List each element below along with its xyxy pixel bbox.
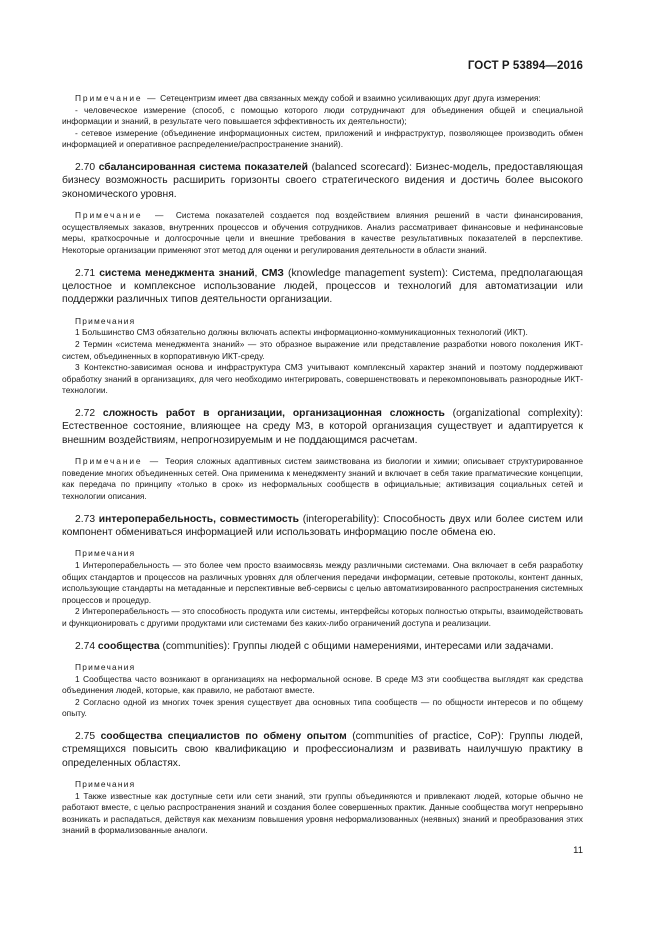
standard-header: ГОСТ Р 53894—2016 [467, 60, 583, 72]
notes-block [62, 662, 583, 720]
note-block: Примечание — Система показателей создается под воздействием влияния решений в части финансирования, осуществляемых заказов, внутренних процессов и обучения сотрудников. Анализ рассматривает финансовые и нефинансовые меры, краткосрочные и долгосрочные цели и внешние требования в качестве результативных показателей в перспективе. Некоторые организации применяют этот метод для оценки и регулирования деятельности в области знаний. [62, 210, 583, 255]
term-title: сообщества [97, 640, 160, 652]
term-definition: (balanced scorecard): Бизнес-модель, предоставляющая бизнесу возможность расширить горизонты своего стратегического видения и достичь более высокого экономического уровня. [62, 161, 583, 200]
note-item: - человеческое измерение (способ, с помощью которого люди сотрудничают для объединения общей и специальной информации и знаний, в результате чего повышается эффективность их деятельности); [62, 104, 583, 127]
notes-heading: Примечания [75, 315, 136, 326]
notes-heading: Примечания [75, 779, 136, 790]
term-2-75 [62, 730, 583, 770]
notes-heading: Примечания [75, 548, 136, 559]
term-number: 2.71 [75, 267, 96, 279]
page-number: 11 [573, 845, 583, 856]
term-number: 2.73 [75, 513, 96, 525]
note-item: 1 Сообщества часто возникают в организациях на неформальной основе. В среде МЗ эти сообщества выглядят как средства объединения людей, которые, как правило, не работают вместе. [62, 673, 583, 696]
term-2-72 [62, 407, 583, 447]
note-item: 1 Большинство СМЗ обязательно должны включать аспекты информационно-коммуникационных технологий (ИКТ). [75, 327, 528, 338]
note-label: Примечание [75, 93, 143, 103]
note-block: Примечание — Теория сложных адаптивных систем заимствована из биологии и химии; описывает структурированное поведение многих объединенных сетей. Она применима к менеджменту знаний и включает в себя такие прагматические концепции, как передача по принципу «только в срок» из неформальных сообществ в официальные; активизация социальных сетей и технологии описания. [62, 456, 583, 501]
term-number: 2.72 [75, 407, 96, 419]
term-2-71: 2.71 система менеджмента знаний, СМЗ (knowledge management system): Система, предполагающая целостное и комплексное использование людей, процессов и технологий для автоматизации или поддержки различных типов деятельности организации. [62, 267, 583, 306]
term-title: сбалансированная система показателей [98, 161, 308, 173]
note-label: Примечание [75, 210, 143, 221]
notes-heading: Примечания [75, 661, 136, 672]
note-block: Примечание — Сетецентризм имеет два связанных между собой и взаимно усиливающих друг друга измерения: - человеческое измерение (способ, с помощью которого люди сотрудничают для объединения общей и специальной информации и знаний, в результате чего повышается эффективность их деятельности); - сетевое измерение (объединение информационных систем, приложений и инфраструктур, позволяющее производить обмен информацией и оперативное распределение/распространение знаний). [62, 93, 583, 150]
term-definition: (communities of practice, CoP): Группы людей, стремящихся повысить свою квалификацию и профессионализм и развивать наилучшую практику в определенных областях. [62, 730, 583, 769]
document-body [62, 93, 583, 837]
notes-block [62, 548, 583, 629]
note-item: 1 Интероперабельность — это более чем просто взаимосвязь между различными системами. Она включает в себя разработку общих стандартов и процессов на различных уровнях для облегчения передачи информации, сетевые протоколы, контент данных, использующие стандарты на метаданные и перспективные веб-сервисы с целью автоматизированного распространения системных процессов и процедур. [62, 559, 583, 605]
term-2-74 [62, 640, 583, 653]
term-title: сложность работ в организации, организационная сложность [102, 407, 445, 419]
notes-block [62, 779, 583, 837]
note-item: 2 Согласно одной из многих точек зрения существует два основных типа сообществ — по общности интересов и по общему опыту. [62, 696, 583, 719]
term-title: система менеджмента знаний [99, 267, 255, 279]
note-item: 2 Термин «система менеджмента знаний» — это образное выражение или представление разработки нового поколения ИКТ-систем, объединенных в корпоративную ИКТ-среду. [62, 338, 583, 361]
note-text: Сетецентризм имеет два связанных между собой и взаимно усиливающих друг друга измерения: [160, 93, 541, 103]
note-item: 2 Интероперабельность — это способность продукта или системы, интерфейсы которых полностью открыты, взаимодействовать и функционировать с другими продуктами или системами без каких-либо ограничений доступа и реализации. [62, 606, 583, 628]
notes-block [62, 316, 583, 397]
term-title: сообщества специалистов по обмену опытом [100, 730, 347, 742]
term-2-70 [62, 161, 583, 201]
term-number: 2.70 [75, 161, 96, 173]
term-2-73 [62, 513, 583, 540]
note-text: Теория сложных адаптивных систем заимствована из биологии и химии; описывает структурированное поведение многих объединенных сетей. Она применима к менеджменту знаний и включает в себя такие прагматические концепции, как передача по принципу «только в срок» из неформальных сообществ в официальные; активизация социальных сетей и технологии описания. [62, 456, 583, 501]
note-item: 3 Контекстно-зависимая основа и инфраструктура СМЗ учитывают комплексный характер знаний и поэтому поддерживают обработку знаний в организациях, для чего необходимо интегрировать, совершенствовать и перекомпоновывать разнородные ИКТ-технологии. [62, 362, 583, 396]
term-definition: (knowledge management system): Система, предполагающая целостное и комплексное использование людей, процессов и технологий для автоматизации или поддержки различных типов деятельности организации. [62, 267, 583, 306]
term-definition: (interoperability): Способность двух или более систем или компонент обмениваться информацией или использовать информацию после обмена ею. [62, 513, 583, 538]
term-definition: (organizational complexity): Естественное состояние, влияющее на среду МЗ, в которой организация существует и адаптируется к внешним воздействиям, непрогнозируемым и не поддающимся расчетам. [62, 407, 583, 446]
note-item: 1 Также известные как доступные сети или сети знаний, эти группы объединяются и привлекают людей, которые обычно не работают вместе, с целью распространения знаний и создания более совершенных практик. Данные сообщества могут непрерывно возникать и распадаться, действуя как механизм повышения уровня неформализованных (неявных) знаний и преобразования этих знаний в формализованные аналоги. [62, 790, 583, 836]
term-number: 2.74 [75, 640, 96, 652]
term-title: интероперабельность, совместимость [98, 513, 299, 525]
term-abbreviation: СМЗ [261, 267, 284, 279]
note-label: Примечание [75, 456, 143, 467]
term-definition: (communities): Группы людей с общими намерениями, интересами или задачами. [162, 640, 554, 652]
note-item: - сетевое измерение (объединение информационных систем, приложений и инфраструктур, позволяющее производить обмен информацией и оперативное распределение/распространение знаний). [62, 127, 583, 150]
note-text: Система показателей создается под воздействием влияния решений в части финансирования, осуществляемых заказов, внутренних процессов и обучения сотрудников. Анализ рассматривает финансовые и нефинансовые меры, краткосрочные и долгосрочные цели и внешние требования в качестве результативных показателей в перспективе. Некоторые организации применяют этот метод для оценки и регулирования деятельности в области знаний. [62, 210, 583, 255]
term-number: 2.75 [75, 730, 96, 742]
